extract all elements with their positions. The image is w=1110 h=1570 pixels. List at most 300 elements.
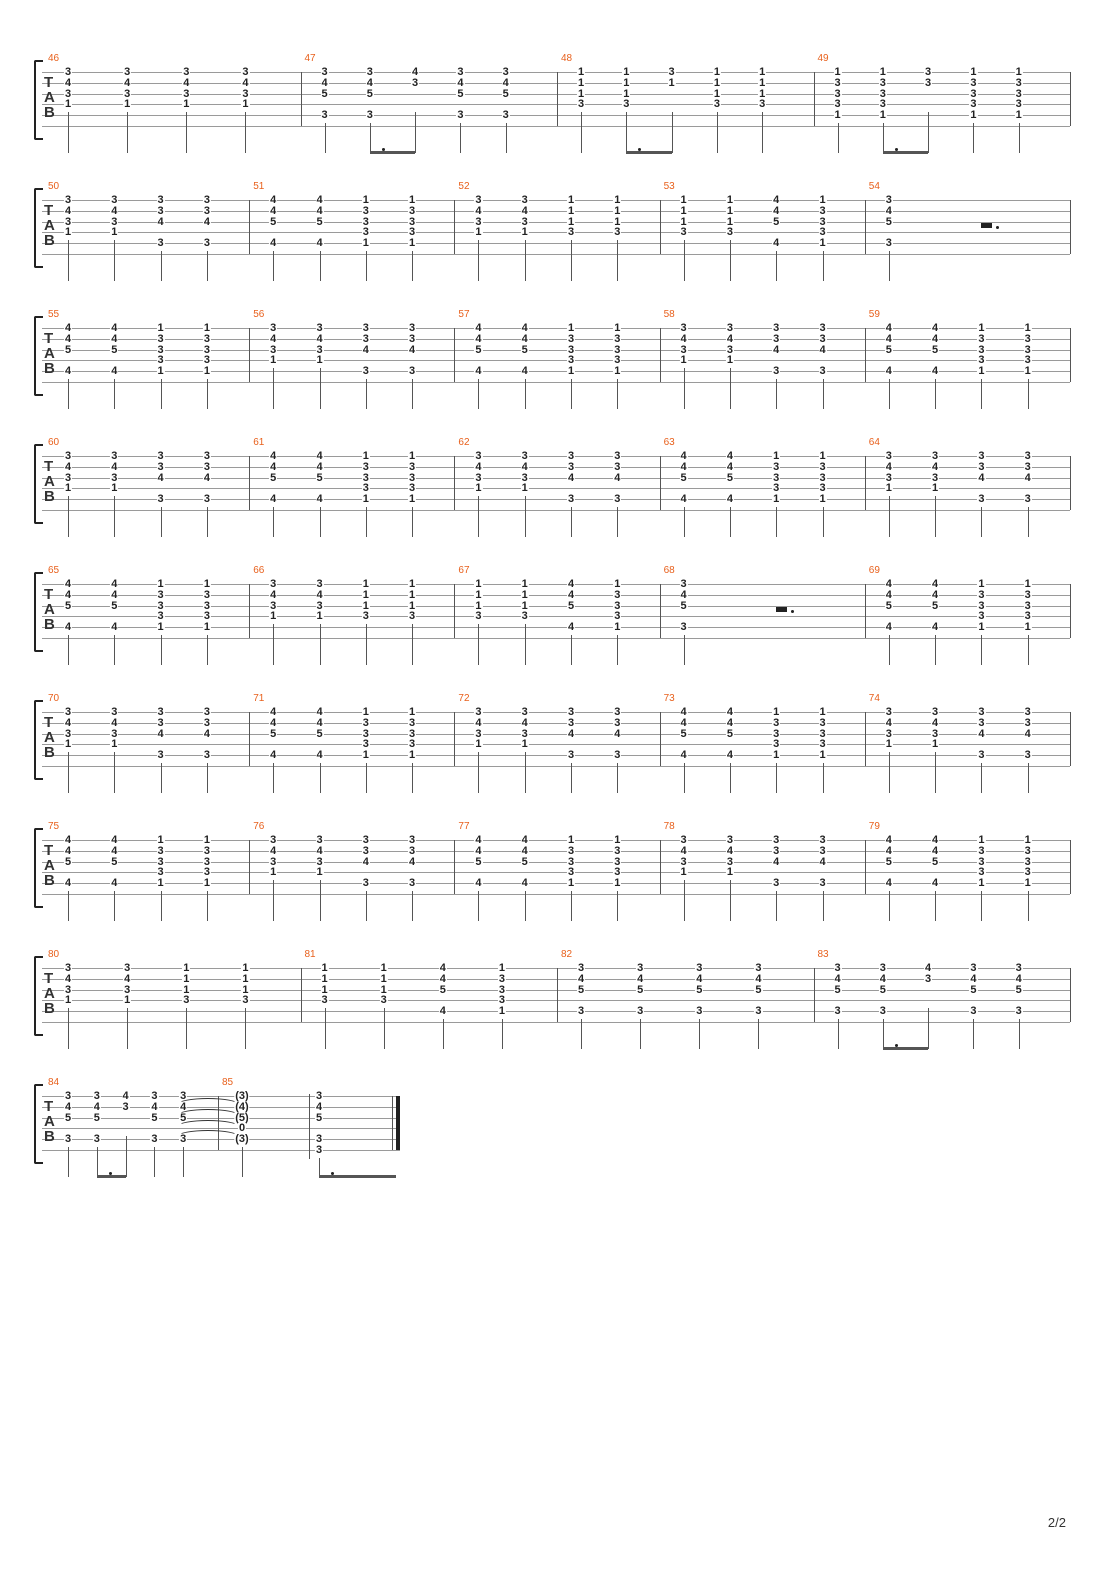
fret-number: 1: [362, 493, 369, 506]
measure-number: 59: [868, 309, 880, 320]
fret-number: 3: [567, 844, 575, 857]
note-stem: [928, 112, 929, 153]
fret-number: 3: [925, 66, 932, 78]
bar-line: [660, 584, 661, 638]
fret-number: 1: [183, 972, 190, 985]
note-stem: [114, 752, 115, 793]
note-stem: [68, 1008, 69, 1049]
fret-number: 3: [834, 1005, 841, 1018]
fret-number: 3: [819, 844, 826, 857]
fret-number: 3: [409, 460, 416, 473]
fret-number: 5: [932, 855, 939, 868]
fret-number: 3: [1024, 450, 1031, 462]
fret-number: 3: [1024, 610, 1031, 623]
fret-number: 3: [412, 76, 419, 89]
fret-number: 3: [203, 343, 210, 356]
fret-number: 3: [932, 727, 939, 740]
fret-number: 3: [978, 588, 985, 601]
fret-number: 4: [885, 460, 892, 473]
fret-number: 3: [680, 855, 687, 868]
note-stem: [617, 507, 618, 537]
fret-number: 4: [316, 844, 323, 857]
fret-number: 5: [885, 599, 892, 612]
fret-number: 3: [614, 588, 621, 601]
fret-number: 3: [614, 226, 621, 239]
fret-number: 1: [773, 749, 780, 762]
fret-number: 3: [521, 610, 528, 623]
staff-line: [42, 595, 1070, 596]
fret-number: 1: [1024, 834, 1031, 846]
note-stem: [1019, 1019, 1020, 1049]
fret-number: 3: [885, 237, 892, 250]
fret-number: 1: [111, 482, 118, 495]
fret-number: 3: [978, 450, 985, 462]
fret-number: 3: [498, 972, 505, 985]
fret-number: 4: [64, 204, 72, 217]
note-stem: [97, 1147, 98, 1177]
note-stem: [242, 1147, 243, 1177]
staff-line: [42, 104, 1070, 105]
fret-number: 4: [773, 204, 780, 217]
fret-number: 3: [773, 877, 780, 890]
note-stem: [320, 507, 321, 537]
fret-number: 3: [970, 1005, 977, 1018]
tab-letter-a: A: [44, 217, 55, 234]
fret-number: 3: [362, 226, 369, 239]
tab-letter-t: T: [44, 458, 54, 475]
bar-line: [865, 840, 866, 894]
bar-line: [454, 200, 455, 254]
note-stem: [883, 123, 884, 153]
note-stem: [478, 379, 479, 409]
fret-number: 4: [680, 706, 687, 718]
fret-number: 3: [819, 834, 826, 846]
note-stem: [502, 1019, 503, 1049]
fret-number: 1: [680, 354, 687, 367]
fret-number: 3: [183, 994, 190, 1007]
fret-number: 1: [270, 866, 277, 879]
staff-line: [42, 328, 1070, 329]
note-stem: [186, 112, 187, 153]
note-stem: [717, 112, 718, 153]
fret-number: 4: [521, 877, 528, 890]
note-stem: [114, 496, 115, 537]
fret-number: 4: [932, 844, 939, 857]
fret-number: 3: [64, 66, 72, 78]
fret-number: 1: [885, 482, 892, 495]
fret-number: 3: [614, 493, 621, 506]
measure-number: 78: [663, 821, 675, 832]
fret-number: 3: [203, 716, 210, 729]
note-stem: [207, 635, 208, 665]
fret-number: 3: [521, 706, 528, 718]
fret-number: 3: [409, 738, 416, 751]
fret-number: 3: [925, 972, 932, 985]
staff-line: [42, 126, 1070, 127]
fret-number: 3: [316, 599, 323, 612]
fret-number: 3: [567, 460, 575, 473]
half-rest: [776, 607, 787, 612]
fret-number: 3: [879, 87, 886, 100]
fret-number: 3: [64, 87, 72, 100]
fret-number: 1: [521, 226, 528, 239]
fret-number: 3: [475, 215, 482, 228]
tab-system: [0, 437, 1110, 552]
fret-number: 3: [932, 706, 939, 718]
fret-number: 1: [713, 66, 720, 78]
fret-number: 1: [498, 962, 505, 974]
fret-number: 3: [567, 450, 575, 462]
staff-line: [42, 766, 1070, 767]
fret-number: 3: [409, 844, 416, 857]
note-stem: [207, 251, 208, 281]
note-stem: [617, 240, 618, 281]
fret-number: 1: [1024, 365, 1031, 378]
fret-number: 1: [614, 215, 621, 228]
fret-number: 3: [1024, 588, 1031, 601]
fret-number: 3: [577, 962, 585, 974]
fret-number: 3: [879, 962, 886, 974]
fret-number: 5: [1015, 983, 1022, 996]
fret-number: 4: [726, 332, 733, 345]
fret-number: 3: [203, 855, 210, 868]
measure-number: 79: [868, 821, 880, 832]
fret-number: 3: [819, 482, 826, 495]
measure-number: 81: [304, 949, 316, 960]
fret-number: 1: [623, 76, 630, 89]
note-stem: [460, 123, 461, 153]
fret-number: 3: [1024, 493, 1031, 506]
fret-number: 3: [409, 365, 416, 378]
fret-number: 3: [409, 877, 416, 890]
tab-system: [0, 693, 1110, 808]
fret-number: 4: [932, 716, 939, 729]
fret-number: 3: [879, 76, 886, 89]
fret-number: 3: [819, 226, 826, 239]
fret-number: 3: [614, 599, 621, 612]
fret-number: 4: [680, 332, 687, 345]
fret-number: 3: [242, 994, 249, 1007]
fret-number: 3: [1015, 1005, 1022, 1018]
fret-number: 3: [111, 450, 118, 462]
fret-number: 4: [111, 588, 118, 601]
fret-number: 3: [1015, 76, 1022, 89]
fret-number: 1: [614, 877, 621, 890]
fret-number: 3: [270, 599, 277, 612]
note-stem: [273, 624, 274, 665]
measure-number: 71: [253, 693, 265, 704]
fret-number: 3: [1024, 599, 1031, 612]
fret-number: 1: [321, 983, 328, 996]
fret-number: 3: [1024, 866, 1031, 879]
note-stem: [626, 112, 627, 153]
fret-number: 3: [409, 834, 416, 846]
fret-number: 3: [151, 1133, 158, 1146]
note-stem: [1028, 507, 1029, 537]
fret-number: 1: [64, 994, 72, 1007]
fret-number: 3: [409, 727, 416, 740]
fret-number: 4: [270, 460, 277, 473]
fret-number: 4: [885, 621, 892, 634]
fret-number: 1: [680, 204, 687, 217]
fret-number: 4: [316, 194, 323, 206]
fret-number: 1: [409, 588, 416, 601]
final-thin-bar: [392, 1096, 393, 1150]
fret-number: 3: [270, 578, 277, 590]
note-beam: [883, 151, 928, 154]
fret-number: 4: [1015, 972, 1022, 985]
fret-number: 4: [316, 332, 323, 345]
fret-number: 1: [726, 866, 733, 879]
fret-number: 3: [203, 194, 210, 206]
fret-number: 4: [180, 1100, 187, 1113]
note-stem: [114, 635, 115, 665]
bar-line: [557, 968, 558, 1022]
fret-number: 4: [111, 322, 118, 334]
fret-number: 3: [362, 716, 369, 729]
fret-number: 3: [321, 66, 328, 78]
fret-number: 3: [316, 578, 323, 590]
fret-number: 4: [111, 365, 118, 378]
staff-line: [42, 467, 1070, 468]
fret-number: 5: [680, 727, 687, 740]
fret-number: 4: [111, 621, 118, 634]
fret-number: 1: [475, 738, 482, 751]
fret-number: 3: [498, 983, 505, 996]
fret-number: 3: [1024, 716, 1031, 729]
fret-number: 3: [773, 834, 780, 846]
fret-number: 5: [755, 983, 762, 996]
note-stem: [928, 1008, 929, 1049]
fret-number: 3: [64, 194, 72, 206]
note-stem: [981, 891, 982, 921]
note-stem: [478, 891, 479, 921]
measure-number: 80: [48, 949, 60, 960]
fret-number: 1: [819, 450, 826, 462]
fret-number: 1: [577, 87, 585, 100]
staff-line: [42, 712, 1070, 713]
fret-number: 3: [1024, 749, 1031, 762]
fret-number: 1: [978, 322, 985, 334]
fret-number: 1: [321, 962, 328, 974]
note-stem: [207, 507, 208, 537]
bar-line: [301, 968, 302, 1022]
fret-number: 1: [242, 98, 249, 111]
fret-number: 4: [885, 365, 892, 378]
staff-line: [42, 350, 1070, 351]
fret-number: 3: [242, 87, 249, 100]
fret-number: 3: [203, 599, 210, 612]
note-stem: [889, 379, 890, 409]
fret-number: 1: [521, 599, 528, 612]
note-beam: [626, 151, 671, 154]
note-beam: [319, 1175, 396, 1178]
fret-number: 3: [680, 322, 687, 334]
fret-number: 3: [819, 716, 826, 729]
tab-letter-t: T: [44, 330, 54, 347]
fret-number: 5: [773, 215, 780, 228]
note-stem: [776, 379, 777, 409]
note-stem: [412, 251, 413, 281]
fret-number: 3: [567, 493, 575, 506]
fret-number: 4: [932, 588, 939, 601]
staff-line: [42, 755, 1070, 756]
fret-number: 3: [203, 237, 210, 250]
note-stem: [889, 752, 890, 793]
tab-letter-t: T: [44, 842, 54, 859]
fret-number: 4: [726, 706, 733, 718]
fret-number: 5: [316, 471, 323, 484]
note-stem: [889, 496, 890, 537]
fret-number: 1: [978, 621, 985, 634]
measure-number: 54: [868, 181, 880, 192]
note-stem: [366, 891, 367, 921]
fret-number: 3: [366, 109, 373, 122]
fret-number: 1: [819, 749, 826, 762]
fret-number: 3: [567, 749, 575, 762]
fret-number: 4: [521, 716, 528, 729]
fret-number: 3: [1024, 706, 1031, 718]
fret-number: 1: [773, 450, 780, 462]
fret-number: 3: [270, 834, 277, 846]
rest-dot: [791, 610, 794, 613]
fret-number: 1: [409, 599, 416, 612]
note-stem: [617, 635, 618, 665]
note-stem: [823, 891, 824, 921]
fret-number: 3: [111, 706, 118, 718]
fret-number: 3: [819, 471, 826, 484]
fret-number: 3: [475, 450, 482, 462]
note-stem: [245, 1008, 246, 1049]
fret-number: 5: [577, 983, 585, 996]
fret-number: 1: [1015, 66, 1022, 78]
fret-number: 3: [680, 834, 687, 846]
fret-number: 3: [157, 588, 164, 601]
note-stem: [838, 123, 839, 153]
fret-number: 4: [475, 460, 482, 473]
fret-number: 3: [773, 738, 780, 751]
note-stem: [571, 507, 572, 537]
bar-line: [1070, 584, 1071, 638]
fret-number: 5: [885, 855, 892, 868]
fret-number: 4: [270, 749, 277, 762]
fret-number: 1: [834, 66, 841, 78]
fret-number: 5: [270, 215, 277, 228]
fret-number: 3: [315, 1090, 323, 1102]
fret-number: 3: [362, 471, 369, 484]
fret-number: 3: [577, 1005, 585, 1018]
fret-number: 4: [64, 621, 72, 634]
fret-number: 3: [362, 204, 369, 217]
note-stem: [320, 624, 321, 665]
fret-number: 3: [614, 749, 621, 762]
staff-line: [42, 627, 1070, 628]
staff-line: [42, 232, 1070, 233]
note-stem: [762, 112, 763, 153]
note-stem: [973, 123, 974, 153]
fret-number: 3: [111, 215, 118, 228]
fret-number: 1: [567, 365, 575, 378]
measure-number: 62: [458, 437, 470, 448]
fret-number: 3: [409, 471, 416, 484]
fret-number: 5: [315, 1111, 323, 1124]
fret-number: 3: [614, 716, 621, 729]
fret-number: 3: [1024, 332, 1031, 345]
fret-number: 1: [623, 66, 630, 78]
fret-number: 4: [978, 727, 985, 740]
measure-number: 69: [868, 565, 880, 576]
fret-number: 1: [475, 588, 482, 601]
note-stem: [525, 496, 526, 537]
tie-arc: [178, 1109, 238, 1124]
fret-number: 4: [932, 322, 939, 334]
note-stem: [889, 251, 890, 281]
fret-number: 3: [157, 493, 164, 506]
fret-number: 4: [577, 972, 585, 985]
fret-number: 3: [409, 322, 416, 334]
bar-line: [865, 328, 866, 382]
fret-number: 3: [157, 866, 164, 879]
fret-number: 1: [203, 365, 210, 378]
fret-number: 5: [521, 855, 528, 868]
fret-number: 3: [726, 322, 733, 334]
fret-number: 3: [978, 716, 985, 729]
measure-number: 73: [663, 693, 675, 704]
fret-number: 3: [614, 866, 621, 879]
fret-number: 4: [183, 76, 190, 89]
fret-number: 3: [885, 471, 892, 484]
fret-number: 1: [362, 706, 369, 718]
fret-number: 0: [238, 1122, 246, 1135]
fret-number: 1: [567, 322, 575, 334]
fret-number: 3: [1015, 98, 1022, 111]
fret-number: 3: [183, 87, 190, 100]
fret-number: 4: [64, 834, 72, 846]
tab-letter-t: T: [44, 586, 54, 603]
note-stem: [525, 379, 526, 409]
fret-number: 4: [637, 972, 644, 985]
staff-line: [42, 1011, 1070, 1012]
note-stem: [68, 635, 69, 665]
fret-number: 1: [203, 877, 210, 890]
fret-number: 1: [183, 98, 190, 111]
fret-number: 3: [111, 727, 118, 740]
fret-number: 3: [819, 332, 826, 345]
note-stem: [1019, 123, 1020, 153]
fret-number: 4: [885, 877, 892, 890]
fret-number: 3: [521, 727, 528, 740]
fret-number: 1: [614, 204, 621, 217]
fret-number: 3: [1015, 87, 1022, 100]
fret-number: 3: [475, 706, 482, 718]
staff-line: [42, 211, 1070, 212]
staff-line: [42, 94, 1070, 95]
fret-number: 3: [124, 983, 131, 996]
note-stem: [366, 251, 367, 281]
measure-number: 48: [561, 53, 573, 64]
note-stem: [684, 635, 685, 665]
bar-line: [814, 968, 815, 1022]
fret-number: 3: [316, 855, 323, 868]
fret-number: 3: [64, 215, 72, 228]
bar-line: [1070, 712, 1071, 766]
fret-number: 3: [475, 471, 482, 484]
fret-number: 3: [773, 482, 780, 495]
fret-number: 4: [270, 450, 277, 462]
staff-line: [42, 1022, 1070, 1023]
fret-number: 3: [773, 460, 780, 473]
fret-number: 3: [157, 354, 164, 367]
